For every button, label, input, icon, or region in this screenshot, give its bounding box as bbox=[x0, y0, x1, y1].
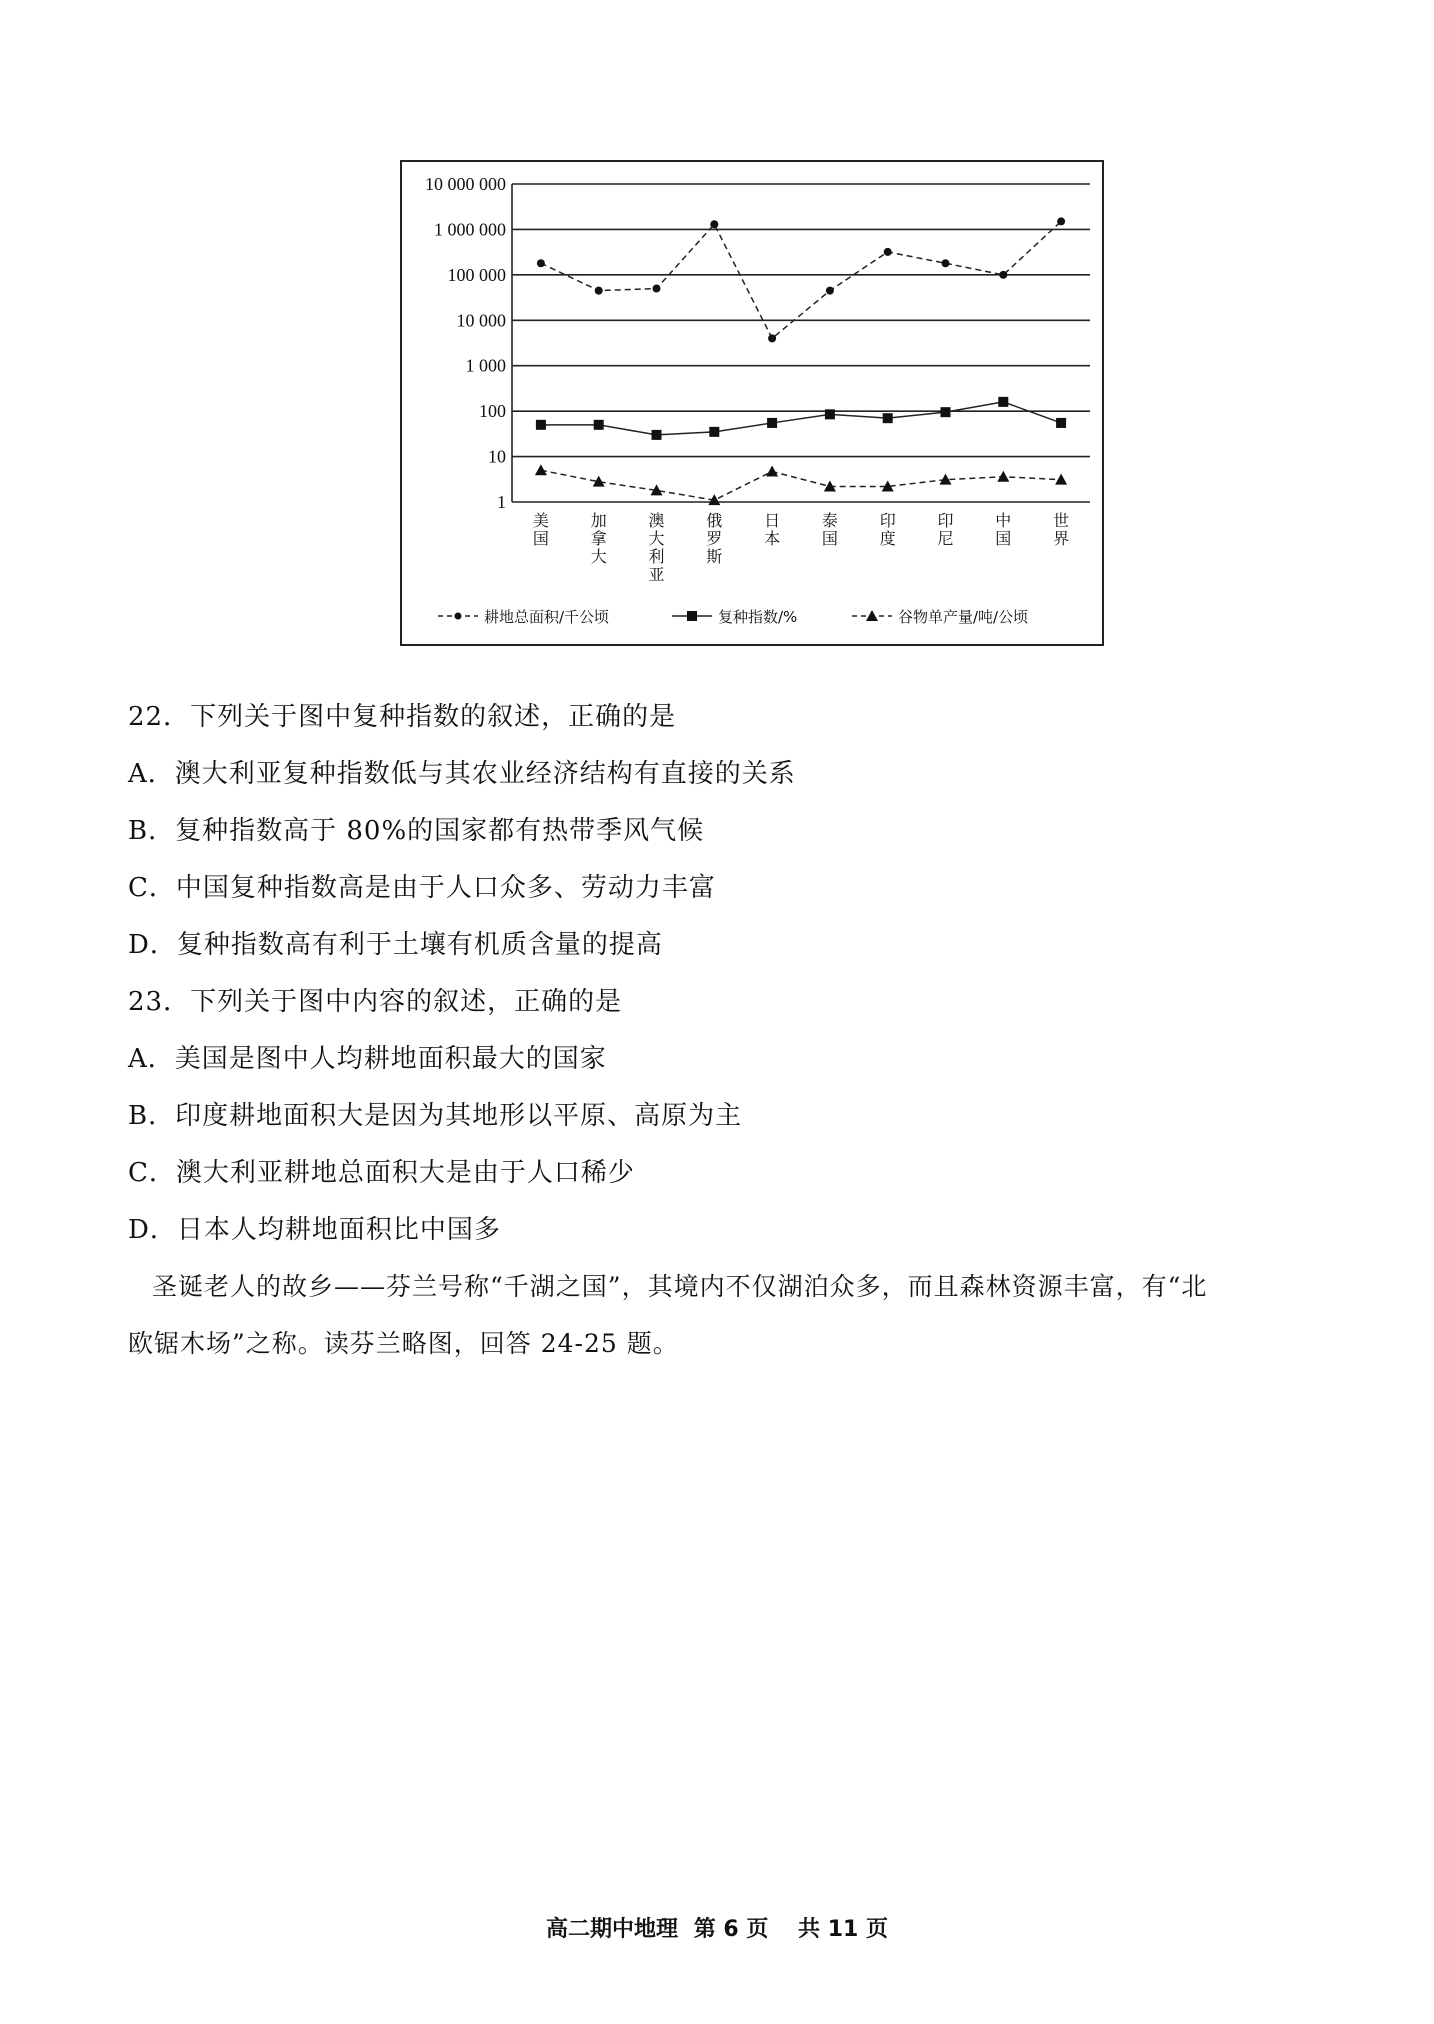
data-point bbox=[767, 418, 777, 428]
footer-total-pages: 共 11 页 bbox=[798, 1917, 888, 1942]
data-point bbox=[766, 465, 778, 476]
x-category-label: 印尼 bbox=[937, 511, 954, 548]
data-point bbox=[998, 397, 1008, 407]
data-point bbox=[709, 427, 719, 437]
y-tick-label: 1 000 bbox=[465, 355, 506, 376]
x-category-label: 印度 bbox=[879, 511, 896, 548]
data-point bbox=[537, 259, 545, 267]
x-category-label: 世界 bbox=[1053, 511, 1070, 548]
question-22-option-c: C．中国复种指数高是由于人口众多、劳动力丰富 bbox=[128, 873, 716, 903]
line-chart bbox=[402, 162, 1106, 648]
y-tick-label: 1 bbox=[497, 492, 506, 512]
question-23-option-c: C．澳大利亚耕地总面积大是由于人口稀少 bbox=[128, 1158, 635, 1188]
question-23-option-b: B．印度耕地面积大是因为其地形以平原、高原为主 bbox=[128, 1101, 743, 1131]
question-23-option-a: A．美国是图中人均耕地面积最大的国家 bbox=[128, 1044, 607, 1074]
question-23-option-d: D．日本人均耕地面积比中国多 bbox=[128, 1215, 501, 1245]
legend-marker bbox=[455, 613, 462, 620]
legend-label: 谷物单产量/吨/公顷 bbox=[898, 608, 1029, 626]
data-point bbox=[1056, 418, 1066, 428]
y-tick-label: 100 bbox=[479, 401, 506, 422]
data-point bbox=[999, 271, 1007, 279]
data-point bbox=[826, 287, 834, 295]
legend-marker bbox=[866, 610, 878, 621]
data-point bbox=[825, 409, 835, 419]
data-point bbox=[652, 430, 662, 440]
page-footer bbox=[0, 1912, 1434, 1943]
data-point bbox=[595, 287, 603, 295]
y-tick-label: 1 000 000 bbox=[434, 219, 506, 240]
data-point bbox=[710, 220, 718, 228]
question-22-option-a: A．澳大利亚复种指数低与其农业经济结构有直接的关系 bbox=[128, 759, 796, 789]
x-category-label: 加拿大 bbox=[590, 511, 607, 566]
y-tick-label: 100 000 bbox=[447, 264, 506, 285]
data-point bbox=[1055, 474, 1067, 485]
question-22-option-d: D．复种指数高有利于土壤有机质含量的提高 bbox=[128, 930, 663, 960]
data-point bbox=[536, 420, 546, 430]
chart-frame bbox=[400, 160, 1104, 646]
data-point bbox=[653, 285, 661, 293]
data-point bbox=[594, 420, 604, 430]
x-category-label: 澳大利亚 bbox=[648, 511, 665, 584]
data-point bbox=[768, 334, 776, 342]
data-point bbox=[1057, 217, 1065, 225]
data-point bbox=[883, 413, 893, 423]
question-22-option-b: B．复种指数高于 80%的国家都有热带季风气候 bbox=[128, 816, 705, 846]
data-point bbox=[942, 259, 950, 267]
y-tick-label: 10 000 bbox=[456, 310, 506, 331]
legend-label: 复种指数/% bbox=[718, 608, 798, 626]
x-category-label: 日本 bbox=[764, 511, 781, 548]
series-line bbox=[541, 402, 1061, 435]
passage-line-2: 欧锯木场”之称。读芬兰略图，回答 24-25 题。 bbox=[128, 1329, 679, 1358]
x-category-label: 俄罗斯 bbox=[706, 511, 723, 566]
x-category-label: 美国 bbox=[532, 511, 549, 548]
legend-marker bbox=[687, 611, 697, 621]
x-category-label: 中国 bbox=[995, 511, 1012, 548]
y-tick-label: 10 000 000 bbox=[425, 174, 506, 194]
legend-label: 耕地总面积/千公顷 bbox=[484, 608, 610, 626]
footer-subject: 高二期中地理 bbox=[546, 1917, 679, 1942]
x-category-label: 泰国 bbox=[821, 511, 838, 548]
question-23-stem: 23．下列关于图中内容的叙述，正确的是 bbox=[128, 987, 623, 1017]
data-point bbox=[997, 471, 1009, 482]
question-22-stem: 22．下列关于图中复种指数的叙述，正确的是 bbox=[128, 702, 677, 732]
y-tick-label: 10 bbox=[488, 446, 506, 467]
data-point bbox=[535, 464, 547, 475]
passage-line-1: 圣诞老人的故乡——芬兰号称“千湖之国”，其境内不仅湖泊众多，而且森林资源丰富，有“北 bbox=[152, 1272, 1208, 1301]
footer-page-number: 第 6 页 bbox=[693, 1917, 769, 1942]
data-point bbox=[884, 248, 892, 256]
series-line bbox=[541, 470, 1061, 500]
data-point bbox=[941, 407, 951, 417]
